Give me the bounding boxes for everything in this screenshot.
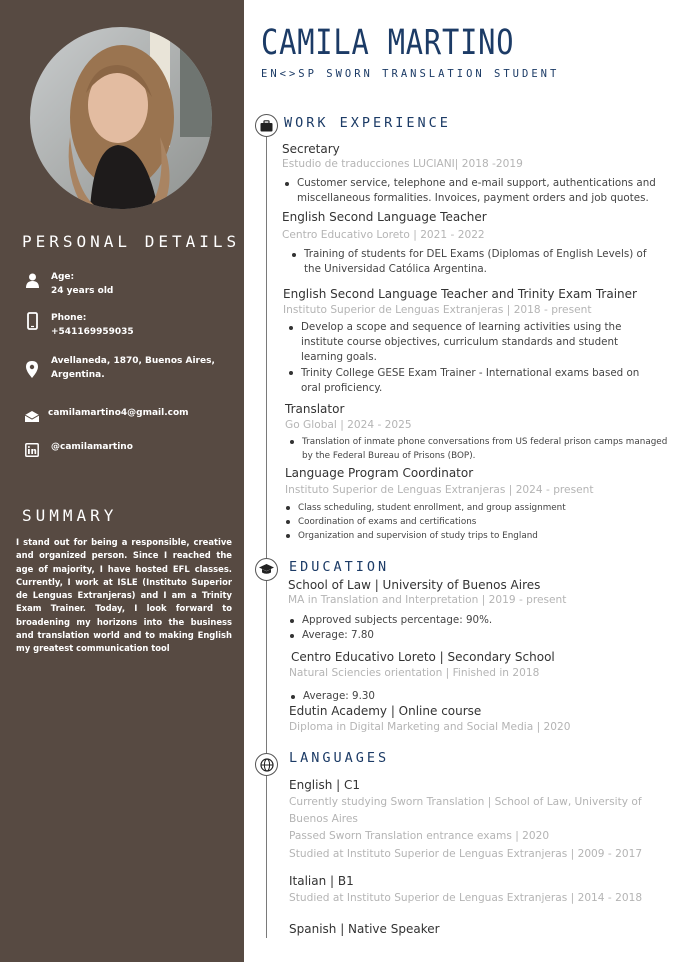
language-detail: Currently studying Sworn Translation | School of Law, University of Buenos Aires [289, 796, 642, 825]
education-subtitle: Diploma in Digital Marketing and Social Media | 2020 [289, 721, 571, 733]
personal-details-heading: PERSONAL DETAILS [22, 232, 241, 251]
education-subtitle: MA in Translation and Interpretation | 2019 - present [288, 594, 567, 606]
address-detail [24, 354, 215, 382]
languages-heading: LANGUAGES [289, 750, 390, 766]
bullet-item: Approved subjects percentage: 90%. [288, 613, 658, 628]
job-title: English Second Language Teacher and Trinity Exam Trainer [283, 287, 637, 301]
job-title: Secretary [282, 142, 340, 156]
language-title: Italian | B1 [289, 874, 354, 888]
age-value: 24 years old [51, 286, 114, 296]
job-bullets [283, 176, 668, 206]
summary-text: I stand out for being a responsible, creative and organized person. Since I reached the age of majority, I have hosted EFL classes. Currently, I work at ISLE (Instituto Superior de Lenguas Extranjeras) and I am a Trinity Exam Trainer. Today, I look forward to broadening my horizons into the business and translation world and to making English my greatest communication tool [16, 537, 232, 654]
job-subtitle: Go Global | 2024 - 2025 [285, 419, 412, 431]
education-title: School of Law | University of Buenos Aires [288, 578, 541, 592]
job-title: Language Program Coordinator [285, 466, 474, 480]
linkedin-value[interactable]: @camilamartino [51, 442, 133, 452]
location-pin-icon [24, 360, 40, 378]
bullet-item: Translation of inmate phone conversations from US federal prison camps managed by the Federal Bureau of Prisons (BOP). [288, 435, 668, 463]
language-detail: Passed Sworn Translation entrance exams | 2020 [289, 830, 550, 842]
address-line2: Argentina. [51, 370, 105, 380]
summary-heading: SUMMARY [22, 506, 118, 525]
phone-icon [24, 312, 40, 330]
bullet-item: Organization and supervision of study trips to England [284, 529, 668, 543]
education-subtitle: Natural Sciencies orientation | Finished in 2018 [289, 667, 540, 679]
profile-photo [30, 27, 212, 209]
graduation-cap-icon [255, 558, 278, 581]
language-detail: Studied at Instituto Superior de Lenguas Extranjeras | 2009 - 2017 [289, 848, 643, 860]
age-detail [24, 270, 113, 298]
phone-value[interactable]: +541169959035 [51, 327, 134, 337]
language-detail: Studied at Instituto Superior de Lenguas Extranjeras | 2014 - 2018 [289, 892, 643, 904]
job-subtitle: Estudio de traducciones LUCIANI| 2018 -2019 [282, 158, 523, 170]
age-label: Age: [51, 272, 75, 282]
envelope-icon [24, 407, 40, 425]
job-subtitle: Centro Educativo Loreto | 2021 - 2022 [282, 229, 485, 241]
job-title: English Second Language Teacher [282, 210, 487, 224]
linkedin-icon [24, 441, 40, 459]
bullet-item: Develop a scope and sequence of learning activities using the institute course objectives, curriculum standards and student learning goals. [287, 320, 657, 366]
timeline-line [266, 128, 267, 938]
globe-icon [255, 753, 278, 776]
phone-detail [24, 311, 134, 339]
education-heading: EDUCATION [289, 559, 390, 575]
language-title: Spanish | Native Speaker [289, 922, 440, 936]
education-title: Centro Educativo Loreto | Secondary School [291, 650, 555, 664]
email-detail [24, 406, 189, 425]
address-line1: Avellaneda, 1870, Buenos Aires, [51, 356, 215, 366]
language-title: English | C1 [289, 778, 361, 792]
job-title: Translator [285, 402, 345, 416]
job-subtitle: Instituto Superior de Lenguas Extranjeras | 2024 - present [285, 484, 594, 496]
bullet-item: Customer service, telephone and e-mail support, authentications and miscellaneous formalities. Invoices, payment orders and job quotes. [283, 176, 668, 206]
education-bullets [288, 613, 658, 643]
bullet-item: Average: 7.80 [288, 628, 658, 643]
job-bullets [284, 501, 668, 543]
job-bullets [288, 435, 668, 463]
candidate-tagline: EN<>SP SWORN TRANSLATION STUDENT [261, 68, 560, 80]
education-title: Edutin Academy | Online course [289, 704, 482, 718]
bullet-item: Average: 9.30 [289, 689, 659, 704]
linkedin-detail [24, 440, 133, 459]
candidate-name: CAMILA MARTINO [261, 23, 515, 63]
bullet-item: Trinity College GESE Exam Trainer - International exams based on oral proficiency. [287, 366, 657, 396]
email-value[interactable]: camilamartino4@gmail.com [48, 408, 189, 418]
sidebar [0, 0, 244, 962]
bullet-item: Coordination of exams and certifications [284, 515, 668, 529]
work-experience-heading: WORK EXPERIENCE [284, 115, 451, 131]
phone-label: Phone: [51, 313, 87, 323]
education-bullets [289, 689, 659, 704]
job-bullets [290, 247, 665, 277]
job-subtitle: Instituto Superior de Lenguas Extranjeras | 2018 - present [283, 304, 592, 316]
bullet-item: Class scheduling, student enrollment, and group assignment [284, 501, 668, 515]
bullet-item: Training of students for DEL Exams (Diplomas of English Levels) of the Universidad Católica Argentina. [290, 247, 665, 277]
job-bullets [287, 320, 657, 396]
person-icon [24, 271, 40, 289]
briefcase-icon [255, 114, 278, 137]
